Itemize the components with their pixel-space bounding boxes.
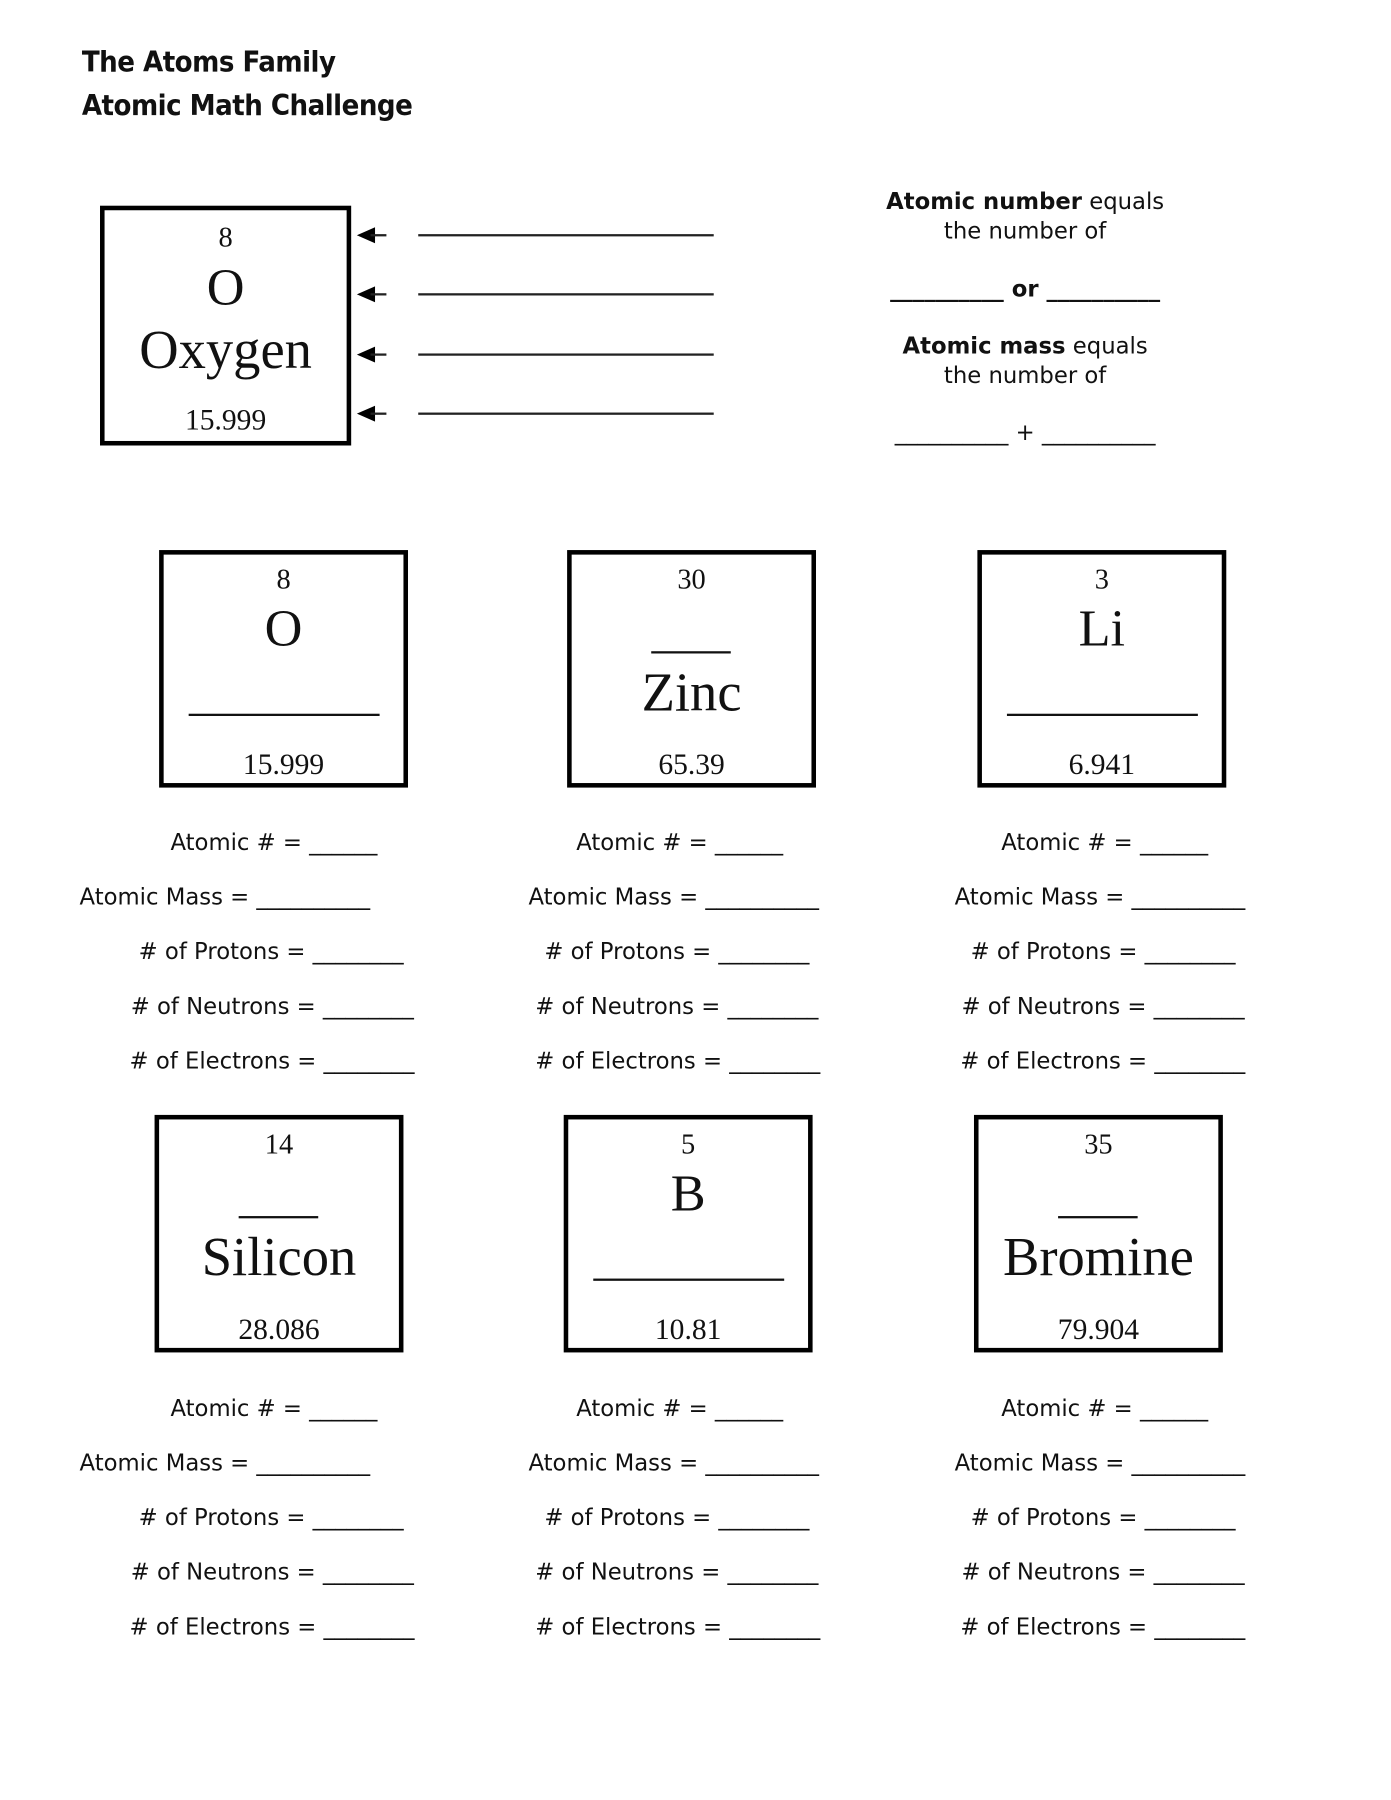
atomic-number-blanks: __________ or __________ — [890, 275, 1161, 303]
key-name: Oxygen — [139, 320, 312, 381]
equals-text: equals — [1082, 187, 1165, 215]
answer-field: # of Neutrons = ________ — [535, 992, 819, 1020]
element-tile — [159, 550, 408, 788]
element-symbol: Li — [1078, 598, 1126, 657]
atomic-number-definition — [798, 187, 1253, 215]
symbol-blank — [651, 651, 731, 653]
arrow-shaft — [370, 353, 386, 355]
answer-field: # of Electrons = ________ — [535, 1612, 821, 1640]
atomic-mass: 65.39 — [658, 747, 725, 781]
title-line-2: Atomic Math Challenge — [81, 88, 413, 122]
atomic-number: 3 — [1094, 564, 1109, 596]
key-atomic-number: 8 — [218, 222, 233, 254]
key-element-tile — [100, 206, 351, 446]
atomic-number: 30 — [677, 564, 706, 596]
atomic-mass: 28.086 — [238, 1312, 320, 1346]
key-mass: 15.999 — [184, 403, 267, 437]
title-line-1: The Atoms Family — [81, 45, 336, 79]
atomic-mass-blanks: __________ + __________ — [894, 418, 1156, 446]
answer-field: # of Neutrons = ________ — [130, 992, 414, 1020]
arrow-shaft — [370, 413, 386, 415]
answer-field: # of Protons = ________ — [544, 1503, 810, 1531]
answer-field: # of Electrons = ________ — [960, 1046, 1246, 1074]
element-symbol: O — [264, 598, 303, 657]
answer-field: Atomic Mass = __________ — [79, 1449, 371, 1477]
element-tile — [564, 1115, 813, 1353]
answer-field: Atomic Mass = __________ — [954, 1449, 1246, 1477]
answer-line — [418, 234, 713, 236]
atomic-mass: 79.904 — [1057, 1312, 1140, 1346]
atomic-number: 5 — [681, 1129, 696, 1161]
answer-field: Atomic # = ______ — [1001, 828, 1209, 856]
answer-field: # of Protons = ________ — [970, 1503, 1236, 1531]
name-blank — [1007, 714, 1198, 716]
element-tile — [155, 1115, 404, 1353]
name-blank — [593, 1279, 784, 1281]
atomic-number: 35 — [1084, 1129, 1113, 1161]
answer-field: Atomic # = ______ — [170, 1394, 378, 1422]
atomic-number: 14 — [264, 1129, 294, 1161]
answer-field: # of Protons = ________ — [138, 937, 404, 965]
element-tile — [977, 550, 1226, 788]
answer-field: # of Electrons = ________ — [960, 1612, 1246, 1640]
answer-field: Atomic Mass = __________ — [528, 1449, 819, 1477]
answer-field: # of Electrons = ________ — [535, 1046, 821, 1074]
answer-field: # of Neutrons = ________ — [535, 1558, 819, 1586]
symbol-blank — [239, 1216, 319, 1218]
answer-line — [418, 413, 713, 415]
atomic-number: 8 — [276, 564, 291, 596]
key-symbol: O — [206, 257, 245, 316]
atomic-number-line2: the number of — [943, 217, 1107, 245]
element-tile — [567, 550, 816, 788]
answer-field: # of Neutrons = ________ — [130, 1558, 414, 1586]
answer-field: # of Electrons = ________ — [129, 1612, 415, 1640]
answer-field: Atomic # = ______ — [1001, 1394, 1209, 1422]
answer-line — [418, 353, 713, 355]
atomic-mass-line2: the number of — [943, 361, 1107, 389]
element-symbol: B — [670, 1163, 706, 1222]
atomic-mass-label: Atomic mass — [902, 331, 1066, 360]
answer-field: # of Protons = ________ — [138, 1503, 404, 1531]
arrow-shaft — [370, 234, 386, 236]
element-name: Silicon — [201, 1227, 357, 1288]
atomic-mass: 15.999 — [242, 747, 325, 781]
answer-field: # of Protons = ________ — [970, 937, 1236, 965]
atomic-number-label: Atomic number — [886, 187, 1083, 215]
name-blank — [189, 714, 380, 716]
atomic-mass-definition — [798, 331, 1253, 360]
answer-field: # of Neutrons = ________ — [961, 992, 1245, 1020]
element-name: Zinc — [641, 662, 742, 723]
answer-line — [418, 293, 713, 295]
answer-field: Atomic Mass = __________ — [79, 883, 371, 911]
atomic-mass: 6.941 — [1068, 747, 1136, 781]
arrow-shaft — [370, 293, 386, 295]
answer-field: # of Protons = ________ — [544, 937, 810, 965]
atomic-mass: 10.81 — [654, 1312, 722, 1346]
element-name: Bromine — [1002, 1227, 1194, 1288]
answer-field: Atomic # = ______ — [576, 828, 784, 856]
answer-field: Atomic Mass = __________ — [954, 883, 1246, 911]
answer-field: # of Electrons = ________ — [129, 1046, 415, 1074]
equals-text: equals — [1065, 331, 1148, 360]
answer-field: # of Neutrons = ________ — [961, 1558, 1245, 1586]
answer-field: Atomic # = ______ — [576, 1394, 784, 1422]
answer-field: Atomic Mass = __________ — [528, 883, 819, 911]
answer-field: Atomic # = ______ — [170, 828, 378, 856]
symbol-blank — [1058, 1216, 1138, 1218]
element-tile — [974, 1115, 1223, 1353]
